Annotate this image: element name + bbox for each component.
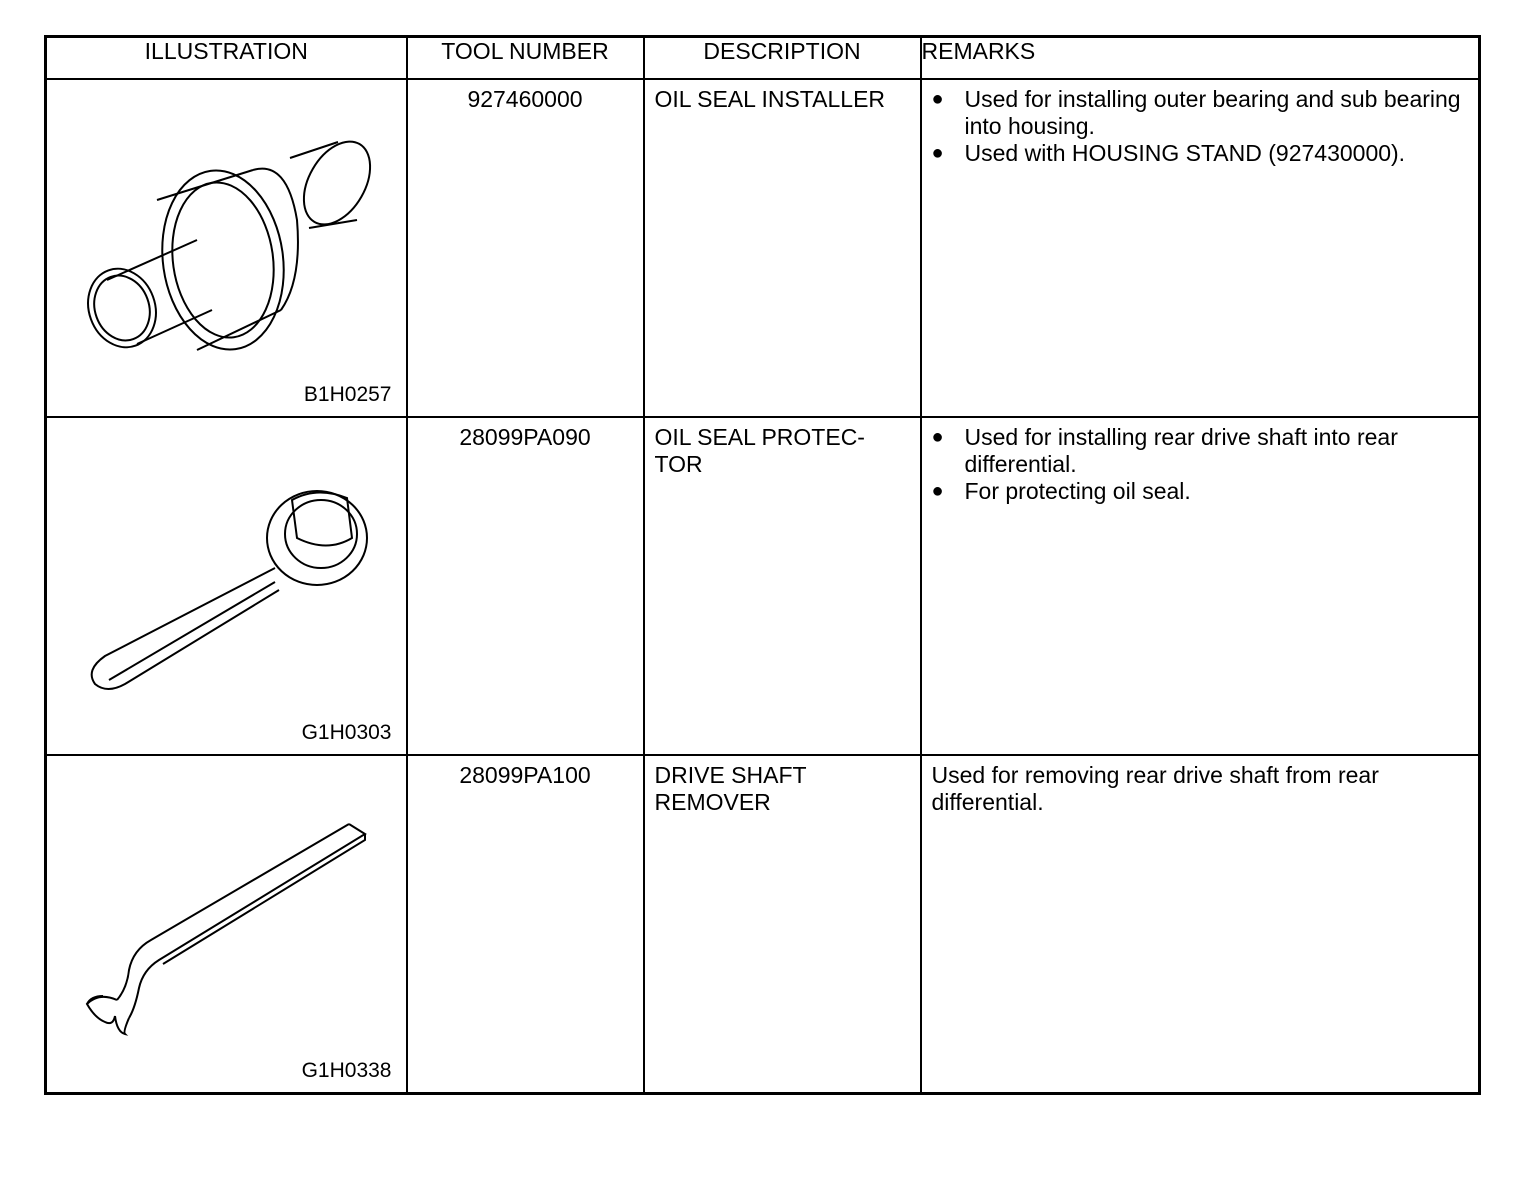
figure-code: G1H0338	[301, 1059, 392, 1082]
table-row	[46, 417, 1480, 755]
header-tool-number: TOOL NUMBER	[407, 37, 644, 80]
oil-seal-installer-illustration	[47, 80, 406, 416]
remarks-list	[932, 424, 1469, 505]
header-row	[46, 37, 1480, 80]
oil-seal-protector-illustration	[47, 418, 406, 754]
tool-number-cell: 28099PA100	[407, 755, 644, 1094]
figure-code: B1H0257	[303, 383, 392, 406]
illustration-cell	[46, 417, 407, 755]
header-illustration: ILLUSTRATION	[46, 37, 407, 80]
remark-item: ● For protecting oil seal.	[932, 478, 1469, 505]
description-cell: DRIVE SHAFT REMOVER	[644, 755, 921, 1094]
remark-item: ● Used for installing rear drive shaft into rear differential.	[932, 424, 1469, 478]
remark-item: ● Used with HOUSING STAND (927430000).	[932, 140, 1469, 167]
table-row	[46, 79, 1480, 417]
remarks-cell: Used for removing rear drive shaft from rear differential.	[921, 755, 1480, 1094]
header-remarks: REMARKS	[921, 37, 1480, 80]
drive-shaft-remover-illustration	[47, 756, 406, 1092]
description-cell: OIL SEAL INSTALLER	[644, 79, 921, 417]
tool-number-cell: 927460000	[407, 79, 644, 417]
illustration-cell	[46, 79, 407, 417]
remark-item: ● Used for installing outer bearing and sub bearing into housing.	[932, 86, 1469, 140]
header-description: DESCRIPTION	[644, 37, 921, 80]
tool-number-cell: 28099PA090	[407, 417, 644, 755]
remarks-list	[932, 86, 1469, 167]
illustration-cell	[46, 755, 407, 1094]
remarks-cell	[921, 417, 1480, 755]
remarks-cell	[921, 79, 1480, 417]
special-tools-table	[44, 35, 1481, 1095]
table-row	[46, 755, 1480, 1094]
description-cell: OIL SEAL PROTEC-TOR	[644, 417, 921, 755]
figure-code: G1H0303	[301, 721, 392, 744]
